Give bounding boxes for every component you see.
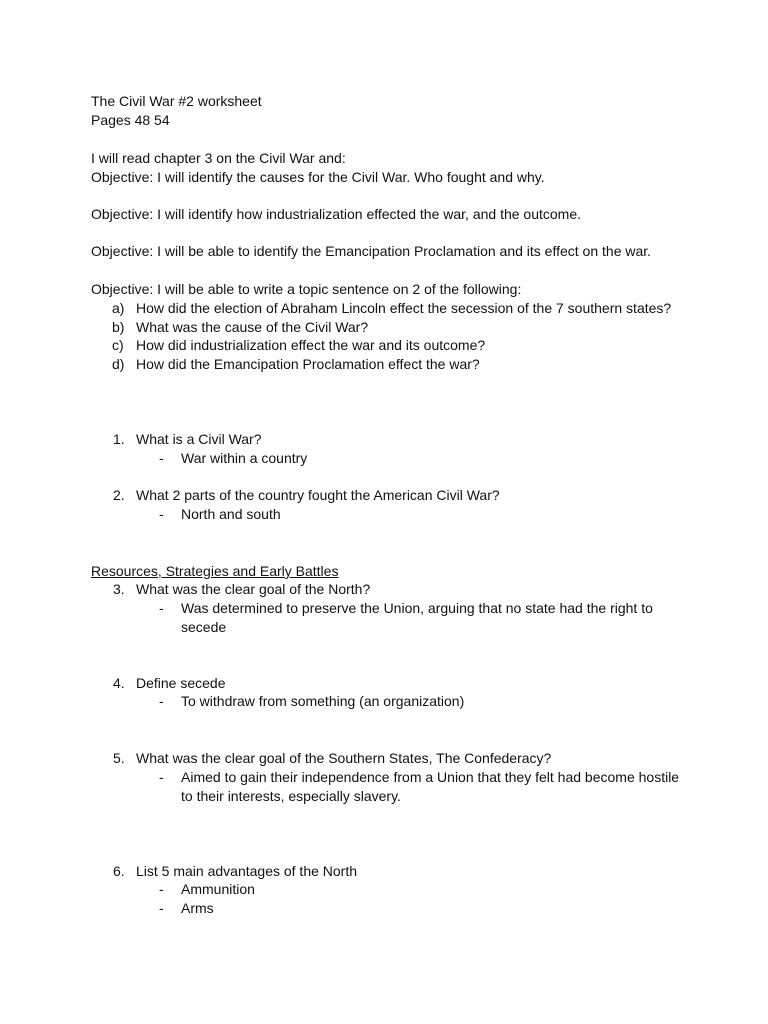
topic-marker: a) — [112, 300, 125, 316]
question-number: 1. — [113, 431, 125, 447]
question-number: 4. — [113, 675, 125, 691]
question-number: 5. — [113, 750, 125, 766]
answer-dash: - — [159, 900, 164, 916]
answer-text: War within a country — [181, 450, 308, 466]
question-number: 2. — [113, 487, 125, 503]
question-text: What was the clear goal of the Southern States, The Confederacy? — [136, 750, 552, 766]
topic-marker: d) — [112, 356, 125, 372]
topic-marker: c) — [112, 337, 124, 353]
answer-dash: - — [159, 450, 164, 466]
topic-text: How did the Emancipation Proclamation effect the war? — [136, 356, 480, 372]
answer-text: Was determined to preserve the Union, arguing that no state had the right to — [181, 600, 653, 616]
worksheet-title: The Civil War #2 worksheet — [91, 93, 262, 109]
answer-text: To withdraw from something (an organization) — [181, 693, 465, 709]
answer-text: to their interests, especially slavery. — [181, 788, 401, 804]
question-text: What 2 parts of the country fought the American Civil War? — [136, 487, 500, 503]
topic-text: How did industrialization effect the war and its outcome? — [136, 337, 486, 353]
answer-text: Ammunition — [181, 881, 255, 897]
page-range: Pages 48 54 — [91, 112, 170, 128]
answer-dash: - — [159, 881, 164, 897]
answer-text: Arms — [181, 900, 214, 916]
answer-dash: - — [159, 506, 164, 522]
question-number: 3. — [113, 581, 125, 597]
topic-text: How did the election of Abraham Lincoln effect the secession of the 7 southern states? — [136, 300, 672, 316]
question-text: Define secede — [136, 675, 226, 691]
answer-text: Aimed to gain their independence from a Union that they felt had become hostile — [181, 769, 680, 785]
objective-2: Objective: I will identify how industrialization effected the war, and the outcome. — [91, 206, 582, 222]
answer-text: North and south — [181, 506, 281, 522]
answer-dash: - — [159, 600, 164, 616]
topic-marker: b) — [112, 319, 125, 335]
question-text: List 5 main advantages of the North — [136, 863, 358, 879]
section-heading: Resources, Strategies and Early Battles — [91, 563, 339, 579]
topic-text: What was the cause of the Civil War? — [136, 319, 369, 335]
answer-dash: - — [159, 693, 164, 709]
answer-dash: - — [159, 769, 164, 785]
reading-statement: I will read chapter 3 on the Civil War and: — [91, 150, 346, 166]
objective-1: Objective: I will identify the causes for the Civil War. Who fought and why. — [91, 169, 545, 185]
question-text: What is a Civil War? — [136, 431, 262, 447]
answer-text: secede — [181, 619, 227, 635]
question-number: 6. — [113, 863, 125, 879]
question-text: What was the clear goal of the North? — [136, 581, 371, 597]
objective-3: Objective: I will be able to identify the Emancipation Proclamation and its effect on the war. — [91, 243, 652, 259]
objective-4: Objective: I will be able to write a topic sentence on 2 of the following: — [91, 281, 522, 297]
